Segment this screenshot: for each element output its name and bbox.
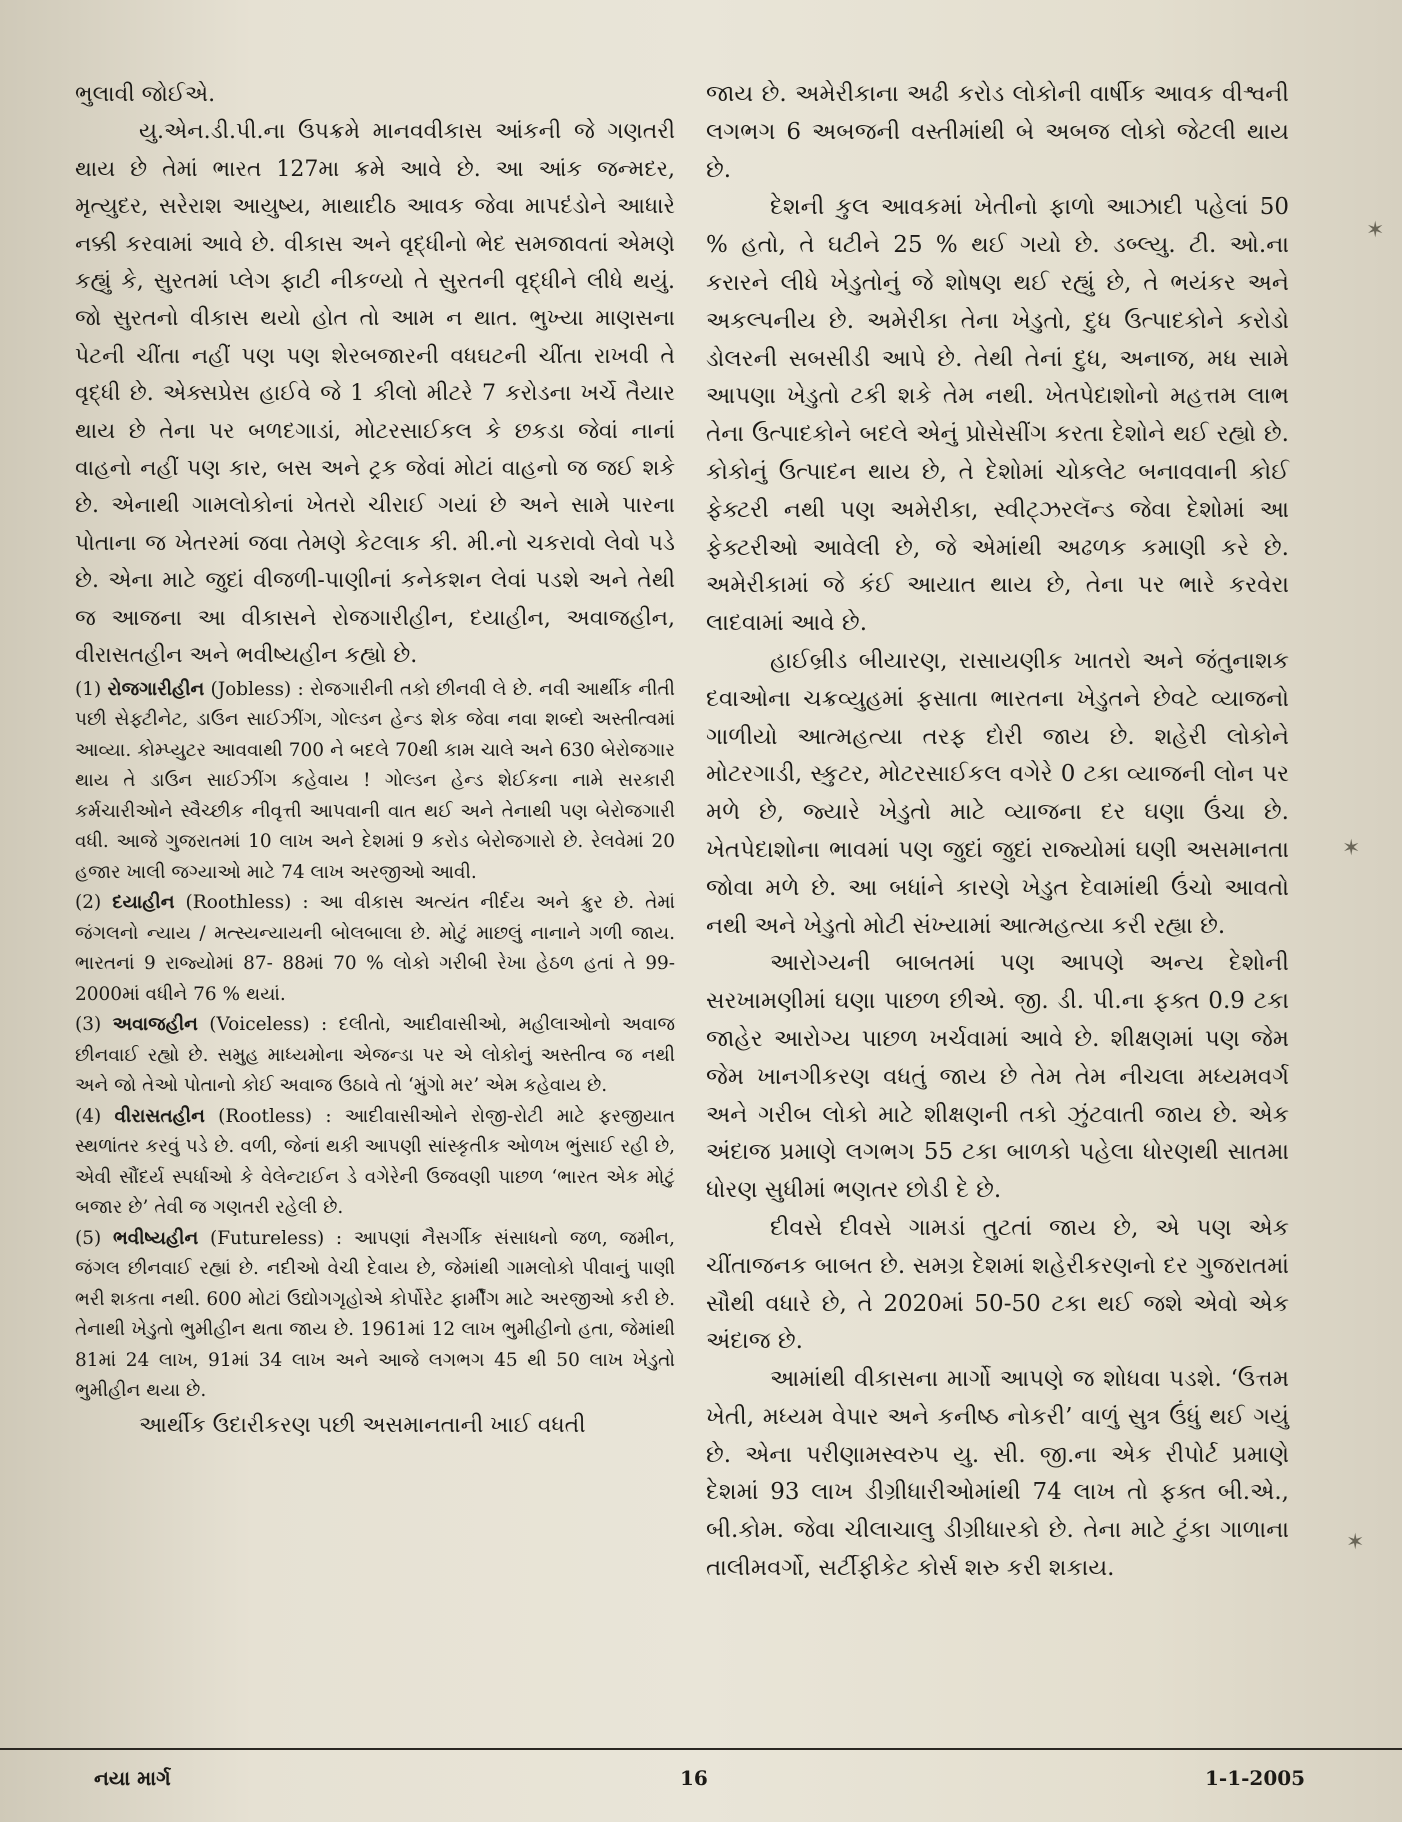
point-term: રોજગારીહીન bbox=[107, 678, 205, 700]
point-text: : રોજગારીની તકો છીનવી લે છે. નવી આર્થીક નીતી પછી સેફ્ટીનેટ, ડાઉન સાઈઝીંગ, ગોલ્ડન હેન્ડ શેક જેવા નવા શબ્દો અસ્તીત્વમાં આવ્યા. કોમ્પ્યુટર આવવાથી 700 ને બદલે 70થી કામ ચાલે અને 630 બેરોજગાર થાય તે ડાઉન સાઈઝીંગ કહેવાય ! ગોલ્ડન હેન્ડ શેઈકના નામે સરકારી કર્મચારીઓને સ્વૈચ્છીક નીવૃત્તી આપવાની વાત થઈ અને તેનાથી પણ બેરોજગારી વધી. આજે ગુજરાતમાં 10 લાખ અને દેશમાં 9 કરોડ બેરોજગારો છે. રેલવેમાં 20 હજાર ખાલી જગ્યાઓ માટે 74 લાખ અરજીઓ આવી. bbox=[75, 678, 675, 883]
left-column bbox=[75, 76, 675, 1444]
list-item bbox=[75, 675, 675, 889]
point-number: (3) bbox=[75, 1014, 102, 1035]
paragraph: યુ.એન.ડી.પી.ના ઉપક્રમે માનવવીકાસ આંકની જે ગણતરી થાય છે તેમાં ભારત 127મા ક્રમે આવે છે. આ આંક જન્મદર, મૃત્યુદર, સરેરાશ આયુષ્ય, માથાદીઠ આવક જેવા માપદંડોને આધારે નક્કી કરવામાં આવે છે. વીકાસ અને વૃદ્ધીનો ભેદ સમજાવતાં એમણે કહ્યું કે, સુરતમાં પ્લેગ ફાટી નીકળ્યો તે સુરતની વૃદ્ધીને લીધે થયું. જો સુરતનો વીકાસ થયો હોત તો આમ ન થાત. ભુખ્યા માણસના પેટની ચીંતા નહીં પણ પણ શેરબજારની વધઘટની ચીંતા રાખવી તે વૃદ્ધી છે. એક્સપ્રેસ હાઈવે જે 1 કીલો મીટરે 7 કરોડના ખર્ચે તૈયાર થાય છે તેના પર બળદગાડાં, મોટરસાઈકલ કે છકડા જેવાં નાનાં વાહનો નહીં પણ કાર, બસ અને ટ્રક જેવાં મોટાં વાહનો જ જઈ શકે છે. એનાથી ગામલોકોનાં ખેતરો ચીરાઈ ગયાં છે અને સામે પારના પોતાના જ ખેતરમાં જવા તેમણે કેટલાક કી. મી.નો ચકરાવો લેવો પડે છે. એના માટે જુદાં વીજળી-પાણીનાં કનેકશન લેવાં પડશે અને તેથી જ આજના આ વીકાસને રોજગારીહીન, દયાહીન, અવાજહીન, વીરાસતહીન અને ભવીષ્યહીન કહ્યો છે. bbox=[75, 119, 675, 669]
point-english-term: (Roothless) bbox=[185, 892, 292, 913]
paragraph: દેશની કુલ આવકમાં ખેતીનો ફાળો આઝાદી પહેલાં 50 % હતો, તે ઘટીને 25 % થઈ ગયો છે. ડબ્લ્યુ. ટી. ઓ.ના કરારને લીધે ખેડુતોનું જે શોષણ થઈ રહ્યું છે, તે ભયંકર અને અકલ્પનીય છે. અમેરીકા તેના ખેડુતો, દુધ ઉત્પાદકોને કરોડો ડોલરની સબસીડી આપે છે. તેથી તેનાં દુધ, અનાજ, મધ સામે આપણા ખેડુતો ટકી શકે તેમ નથી. ખેતપેદાશોનો મહત્તમ લાભ તેના ઉત્પાદકોને બદલે એનું પ્રોસેસીંગ કરતા દેશોને થઈ રહ્યો છે. કોકોનું ઉત્પાદન થાય છે, તે દેશોમાં ચોકલેટ બનાવવાની કોઈ ફેક્ટરી નથી પણ અમેરીકા, સ્વીટ્ઝરલૅન્ડ જેવા દેશોમાં આ ફેક્ટરીઓ આવેલી છે, જે એમાંથી અઢળક કમાણી કરે છે. અમેરીકામાં જે કંઈ આયાત થાય છે, તેના પર ભારે કરવેરા લાદવામાં આવે છે. bbox=[706, 194, 1289, 637]
point-text: : આપણાં નૈસર્ગીક સંસાધનો જળ, જમીન, જંગલ છીનવાઈ રહ્યાં છે. નદીઓ વેચી દેવાય છે, જેમાંથી ગામલોકો પીવાનું પાણી ભરી શકતા નથી. 600 મોટાં ઉદ્યોગગૃહોએ કોર્પોરેટ ફાર્મીંગ માટે અરજીઓ કરી છે. તેનાથી ખેડુતો ભુમીહીન થતા જાય છે. 1961માં 12 લાખ ભુમીહીનો હતા, જેમાંથી 81માં 24 લાખ, 91માં 34 લાખ અને આજે લગભગ 45 થી 50 લાખ ખેડુતો ભુમીહીન થયા છે. bbox=[75, 1227, 675, 1401]
staple-mark-icon: ✶ bbox=[1366, 218, 1385, 243]
paragraph: આર્થીક ઉદારીકરણ પછી અસમાનતાની ખાઈ વધતી bbox=[139, 1412, 586, 1438]
list-item bbox=[75, 1010, 675, 1102]
page-number: 16 bbox=[680, 1766, 708, 1790]
paragraph: આમાંથી વીકાસના માર્ગો આપણે જ શોધવા પડશે. ‘ઉત્તમ ખેતી, મધ્યમ વેપાર અને કનીષ્ઠ નોકરી’ વાળું સુત્ર ઉંધું થઈ ગયું છે. એના પરીણામસ્વરુપ યુ. સી. જી.ના એક રીપોર્ટ પ્રમાણે દેશમાં 93 લાખ ડીગ્રીધારીઓમાંથી 74 લાખ તો ફક્ત બી.એ., બી.કોમ. જેવા ચીલાચાલુ ડીગ્રીધારકો છે. તેના માટે ટુંકા ગાળાના તાલીમવર્ગો, સર્ટીફીકેટ કોર્સ શરુ કરી શકાય. bbox=[706, 1366, 1289, 1582]
point-number: (1) bbox=[75, 678, 102, 700]
list-item bbox=[75, 888, 675, 1010]
point-english-term: (Rootless) bbox=[218, 1105, 313, 1127]
point-text: : આ વીકાસ અત્યંત નીર્દય અને ક્રુર છે. તેમાં જંગલનો ન્યાય / મત્સ્યન્યાયની બોલબાલા છે. મોટું માછલું નાનાને ગળી જાય. ભારતનાં 9 રાજ્યોમાં 87- 88માં 70 % લોકો ગરીબી રેખા હેઠળ હતાં તે 99-2000માં વધીને 76 % થયાં. bbox=[75, 892, 675, 1005]
paragraph: જાય છે. અમેરીકાના અઢી કરોડ લોકોની વાર્ષીક આવક વીશ્વની લગભગ 6 અબજની વસ્તીમાંથી બે અબજ લોકો જેટલી થાય છે. bbox=[706, 81, 1289, 183]
list-item bbox=[75, 1224, 675, 1407]
point-term: અવાજહીન bbox=[112, 1014, 198, 1035]
staple-mark-icon: ✶ bbox=[1342, 836, 1361, 861]
right-column bbox=[706, 76, 1289, 1588]
staple-mark-icon: ✶ bbox=[1346, 1530, 1365, 1555]
paragraph: આરોગ્યની બાબતમાં પણ આપણે અન્ય દેશોની સરખામણીમાં ઘણા પાછળ છીએ. જી. ડી. પી.ના ફક્ત 0.9 ટકા જાહેર આરોગ્ય પાછળ ખર્ચવામાં આવે છે. શીક્ષણમાં પણ જેમ જેમ ખાનગીકરણ વધતું જાય છે તેમ તેમ નીચલા મધ્યમવર્ગ અને ગરીબ લોકો માટે શીક્ષણની તકો ઝુંટવાતી જાય છે. એક અંદાજ પ્રમાણે લગભગ 55 ટકા બાળકો પહેલા ધોરણથી સાતમા ધોરણ સુધીમાં ભણતર છોડી દે છે. bbox=[706, 950, 1289, 1204]
point-text: : દલીતો, આદીવાસીઓ, મહીલાઓનો અવાજ છીનવાઈ રહ્યો છે. સમુહ માધ્યમોના એજન્ડા પર એ લોકોનું અસ્તીત્વ જ નથી અને જો તેઓ પોતાનો કોઈ અવાજ ઉઠાવે તો ‘મુંગો મર’ એમ કહેવાય છે. bbox=[75, 1014, 676, 1096]
magazine-name: નયા માર્ગ bbox=[94, 1766, 171, 1790]
paragraph: હાઈબ્રીડ બીયારણ, રાસાયણીક ખાતરો અને જંતુનાશક દવાઓના ચક્રવ્યુહમાં ફસાતા ભારતના ખેડુતને છેવટે વ્યાજનો ગાળીયો આત્મહત્યા તરફ દોરી જાય છે. શહેરી લોકોને મોટરગાડી, સ્કુટર, મોટરસાઈકલ વગેરે 0 ટકા વ્યાજની લોન પર મળે છે, જ્યારે ખેડુતો માટે વ્યાજના દર ઘણા ઉંચા છે. ખેતપેદાશોના ભાવમાં પણ જુદાં જુદાં રાજ્યોમાં ઘણી અસમાનતા જોવા મળે છે. આ બધાંને કારણે ખેડુત દેવામાંથી ઉંચો આવતો નથી અને ખેડુતો મોટી સંખ્યામાં આત્મહત્યા કરી રહ્યા છે. bbox=[706, 647, 1289, 939]
list-item bbox=[75, 1102, 675, 1224]
point-text: : આદીવાસીઓને રોજી-રોટી માટે ફરજીયાત સ્થળાંતર કરવું પડે છે. વળી, જેનાં થકી આપણી સાંસ્કૃતીક ઓળખ ભુંસાઈ રહી છે, એવી સૌંદર્ય સ્પર્ધાઓ કે વેલેન્ટાઈન ડે વગેરેની ઉજવણી પાછળ ‘ભારત એક મોટું બજાર છે’ તેવી જ ગણતરી રહેલી છે. bbox=[75, 1105, 675, 1218]
footer-divider bbox=[0, 1748, 1402, 1750]
point-number: (2) bbox=[75, 892, 102, 913]
point-number: (5) bbox=[75, 1227, 102, 1249]
point-english-term: (Voiceless) bbox=[209, 1014, 310, 1035]
point-number: (4) bbox=[75, 1105, 102, 1127]
point-term: દયાહીન bbox=[112, 892, 175, 913]
point-english-term: (Futureless) bbox=[209, 1227, 325, 1249]
point-term: વીરાસતહીન bbox=[114, 1105, 205, 1127]
point-english-term: (Jobless) bbox=[210, 678, 292, 700]
paragraph: દીવસે દીવસે ગામડાં તુટતાં જાય છે, એ પણ એક ચીંતાજનક બાબત છે. સમગ્ર દેશમાં શહેરીકરણનો દર ગુજરાતમાં સૌથી વધારે છે, તે 2020માં 50-50 ટકા થઈ જશે એવો એક અંદાજ છે. bbox=[706, 1214, 1289, 1355]
issue-date: 1-1-2005 bbox=[1205, 1766, 1306, 1790]
paragraph: ભુલાવી જોઈએ. bbox=[75, 82, 216, 107]
point-term: ભવીષ્યહીન bbox=[112, 1227, 199, 1249]
